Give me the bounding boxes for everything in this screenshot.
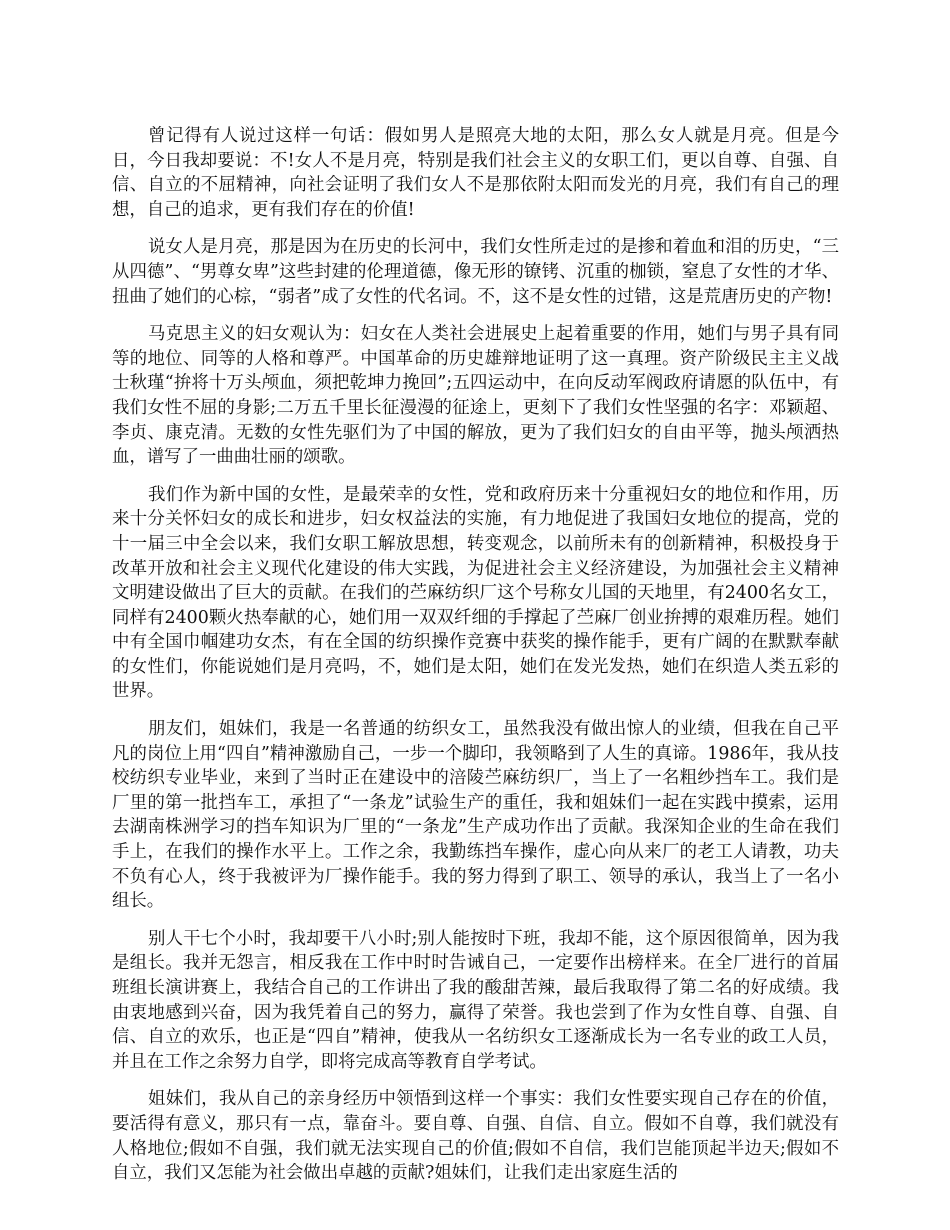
paragraph-2: 说女人是月亮，那是因为在历史的长河中，我们女性所走过的是掺和着血和泪的历史，“三从四德”、“男尊女卑”这些封建的伦理道德，像无形的镣铐、沉重的枷锁，窒息了女性的才华、扭曲了她们的心棕，“弱者”成了女性的代名词。不，这不是女性的过错，这是荒唐历史的产物! [112,237,839,307]
paragraph-1: 曾记得有人说过这样一句话：假如男人是照亮大地的太阳，那么女人就是月亮。但是今日，今日我却要说：不!女人不是月亮，特别是我们社会主义的女职工们，更以自尊、自强、自信、自立的不屈精神，向社会证明了我们女人不是那依附太阳而发光的月亮，我们有自己的理想，自己的追求，更有我们存在的价值! [112,126,839,220]
paragraph-6: 别人干七个小时，我却要干八小时;别人能按时下班，我却不能，这个原因很简单，因为我是组长。我并无怨言，相反我在工作中时时告诫自己，一定要作出榜样来。在全厂进行的首届班组长演讲赛上，我结合自己的工作讲出了我的酸甜苦辣，最后我取得了第二名的好成绩。我由衷地感到兴奋，因为我凭着自己的努力，赢得了荣誉。我也尝到了作为女性自尊、自强、自信、自立的欢乐，也正是“四自”精神，使我从一名纺织女工逐渐成长为一名专业的政工人员，并且在工作之余努力自学，即将完成高等教育自学考试。 [112,928,839,1072]
paragraph-7: 姐妹们，我从自己的亲身经历中领悟到这样一个事实：我们女性要实现自己存在的价值，要活得有意义，那只有一点，靠奋斗。要自尊、自强、自信、自立。假如不自尊，我们就没有人格地位;假如不自强，我们就无法实现自己的价值;假如不自信，我们岂能顶起半边天;假如不自立，我们又怎能为社会做出卓越的贡献?姐妹们，让我们走出家庭生活的 [112,1089,839,1184]
paragraph-4: 我们作为新中国的女性，是最荣幸的女性，党和政府历来十分重视妇女的地位和作用，历来十分关怀妇女的成长和进步，妇女权益法的实施，有力地促进了我国妇女地位的提高，党的十一届三中全会以来，我们女职工解放思想，转变观念，以前所未有的创新精神，积极投身于改革开放和社会主义现代化建设的伟大实践，为促进社会主义经济建设，为加强社会主义精神文明建设做出了巨大的贡献。在我们的苎麻纺织厂这个号称女儿国的天地里，有2400名女工，同样有2400颗火热奉献的心，她们用一双双纤细的手撑起了苎麻厂创业拚搏的艰难历程。她们中有全国巾帼建功女杰，有在全国的纺织操作竞赛中获奖的操作能手，更有广阔的在默默奉献的女性们，你能说她们是月亮吗，不，她们是太阳，她们在发光发热，她们在织造人类五彩的世界。 [112,484,839,702]
paragraph-3: 马克思主义的妇女观认为：妇女在人类社会进展史上起着重要的作用，她们与男子具有同等的地位、同等的人格和尊严。中国革命的历史雄辩地证明了这一真理。资产阶级民主主义战士秋瑾“拚将十万头颅血，须把乾坤力挽回”;五四运动中，在向反动军阀政府请愿的队伍中，有我们女性不屈的身影;二万五千里长征漫漫的征途上，更刻下了我们女性坚强的名字：邓颖超、李贞、康克清。无数的女性先驱们为了中国的解放，更为了我们妇女的自由平等，抛头颅洒热血，谱写了一曲曲壮丽的颂歌。 [112,324,839,468]
document-page [112,124,839,1199]
paragraph-5: 朋友们，姐妹们，我是一名普通的纺织女工，虽然我没有做出惊人的业绩，但我在自己平凡的岗位上用“四自”精神激励自己，一步一个脚印，我领略到了人生的真谛。1986年，我从技校纺织专业毕业，来到了当时正在建设中的涪陵苎麻纺织厂，当上了一名粗纱挡车工。我们是厂里的第一批挡车工，承担了“一条龙”试验生产的重任，我和姐妹们一起在实践中摸索，运用去湖南株洲学习的挡车知识为厂里的“一条龙”生产成功作出了贡献。我深知企业的生命在我们手上，在我们的操作水平上。工作之余，我勤练挡车操作，虚心向从来厂的老工人请教，功夫不负有心人，终于我被评为厂操作能手。我的努力得到了职工、领导的承认，我当上了一名小组长。 [112,719,839,912]
